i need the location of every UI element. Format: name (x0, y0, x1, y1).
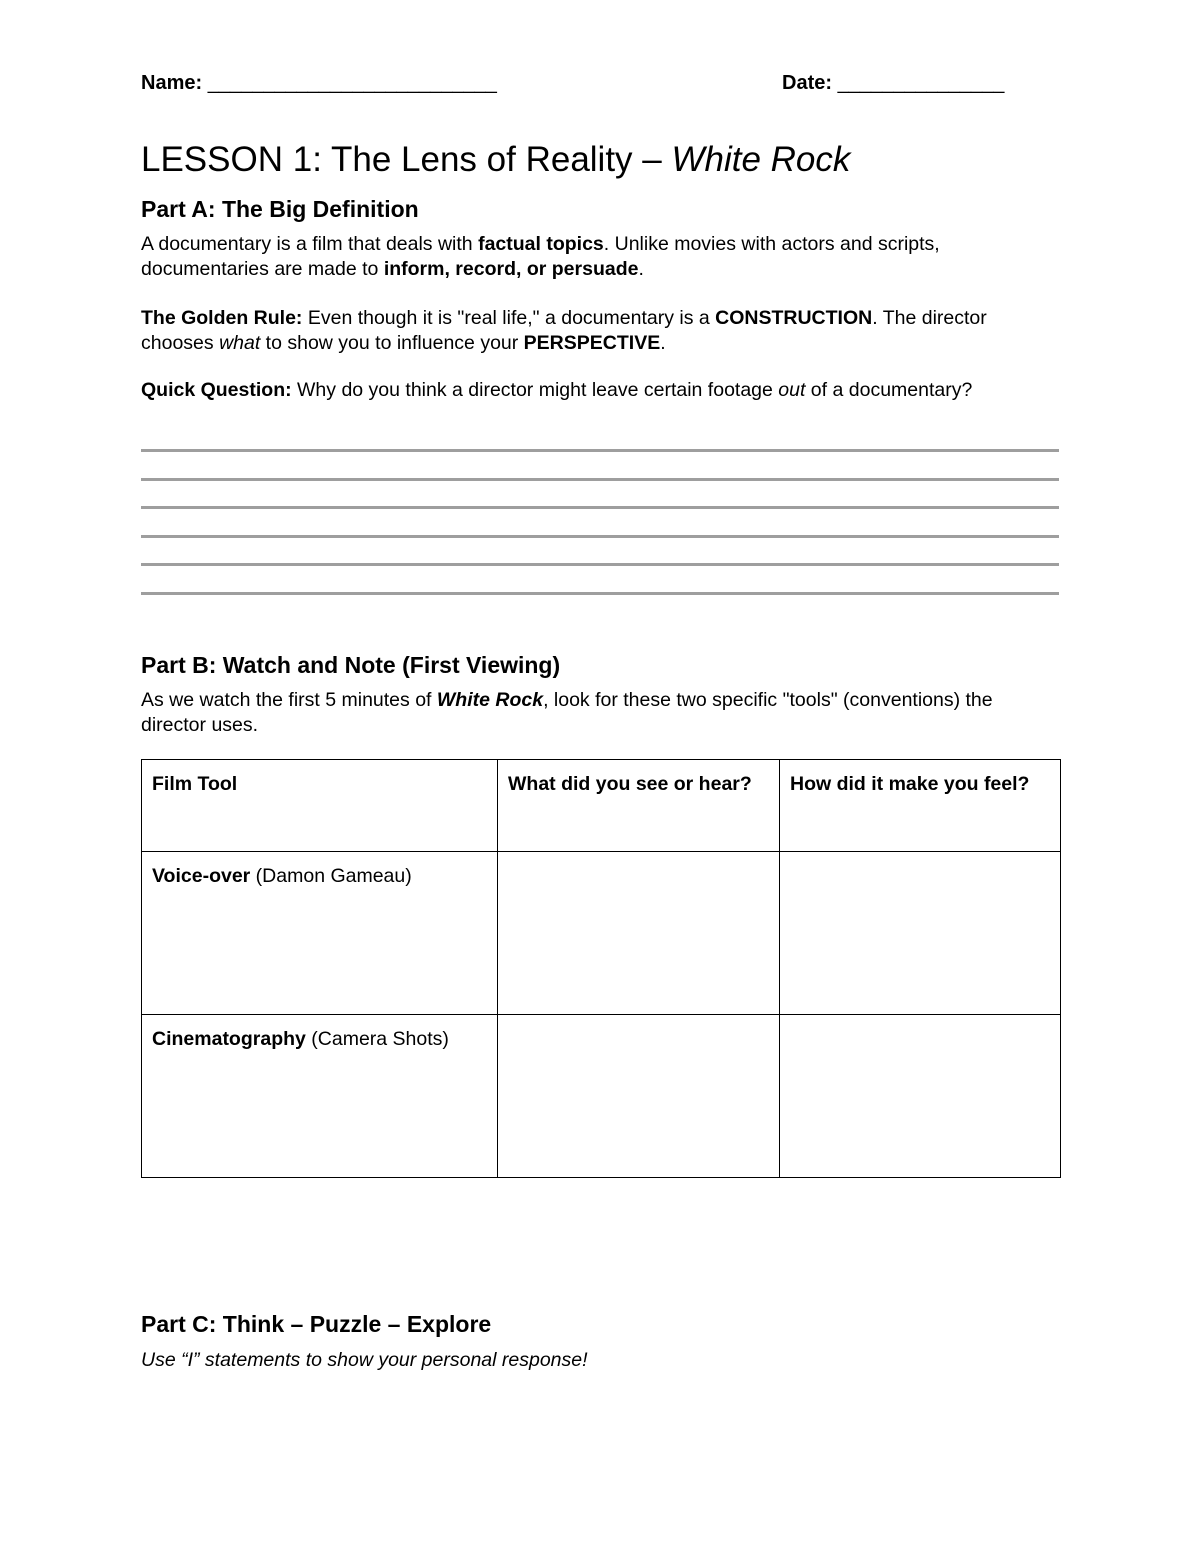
answer-line[interactable] (141, 478, 1059, 481)
part-b-intro-text-2: , look for these two specific "tools" (conventions) the director uses. (141, 689, 993, 736)
answer-cell-felt[interactable] (780, 1015, 1061, 1178)
answer-line[interactable] (141, 592, 1059, 595)
tool-note: (Damon Gameau) (250, 865, 412, 887)
date-label: Date: (782, 72, 833, 94)
answer-cell-seen[interactable] (498, 1015, 780, 1178)
date-blank[interactable]: _______________ (837, 72, 1005, 94)
part-a-heading: Part A: The Big Definition (141, 196, 419, 222)
quick-question-paragraph (141, 378, 1046, 403)
name-field (141, 72, 497, 95)
part-b-intro-text-1: As we watch the first 5 minutes of (141, 689, 437, 711)
definition-text-3: . (638, 257, 644, 280)
tool-name: Cinematography (152, 1028, 306, 1050)
definition-bold-1: factual topics (478, 233, 604, 255)
answer-line[interactable] (141, 563, 1059, 566)
part-b-intro (141, 688, 1046, 737)
title-main: LESSON 1: The Lens of Reality – (141, 140, 672, 179)
title-film: White Rock (671, 140, 851, 179)
answer-line[interactable] (141, 535, 1059, 538)
name-label: Name: (141, 72, 203, 94)
quick-question-text-2: of a documentary? (805, 379, 973, 401)
answer-line[interactable] (141, 506, 1059, 509)
header-seen-or-heard: What did you see or hear? (498, 760, 780, 852)
golden-rule-text-3: to show you to influence your (260, 331, 524, 354)
golden-rule-label: The Golden Rule: (141, 307, 303, 329)
date-field (782, 72, 1004, 95)
definition-text-2: . Unlike movies with actors and scripts, documentaries are made to (141, 233, 940, 280)
definition-paragraph (141, 232, 1046, 281)
quick-question-text-1: Why do you think a director might leave certain footage (291, 379, 779, 401)
table-row (142, 852, 1061, 1015)
part-b-intro-film: White Rock (436, 689, 544, 711)
golden-rule-text-2: . The director chooses (141, 307, 987, 354)
answer-cell-seen[interactable] (498, 852, 780, 1015)
golden-rule-italic: what (219, 331, 261, 354)
tool-note: (Camera Shots) (305, 1028, 449, 1050)
tool-cell-voice-over (142, 852, 498, 1015)
quick-question-label: Quick Question: (141, 379, 292, 401)
answer-line[interactable] (141, 449, 1059, 452)
table-header-row (142, 760, 1061, 852)
quick-question-italic: out (778, 379, 806, 401)
table-row (142, 1015, 1061, 1178)
page-title (141, 140, 850, 180)
film-tools-table (141, 759, 1061, 1178)
part-b-heading: Part B: Watch and Note (First Viewing) (141, 652, 561, 678)
tool-cell-cinematography (142, 1015, 498, 1178)
answer-cell-felt[interactable] (780, 852, 1061, 1015)
part-c-heading: Part C: Think – Puzzle – Explore (141, 1311, 492, 1337)
definition-bold-2: inform, record, or persuade (383, 257, 639, 280)
header-feeling: How did it make you feel? (780, 760, 1061, 852)
part-c-instruction: Use “I” statements to show your personal response! (141, 1349, 588, 1371)
header-film-tool: Film Tool (142, 760, 498, 852)
golden-rule-text-4: . (660, 331, 666, 354)
golden-rule-paragraph (141, 306, 1046, 355)
tool-name: Voice-over (152, 865, 251, 887)
golden-rule-bold-2: PERSPECTIVE (523, 331, 661, 354)
golden-rule-text-1: Even though it is "real life," a documentary is a (302, 307, 716, 329)
definition-text-1: A documentary is a film that deals with (141, 233, 479, 255)
name-blank[interactable]: __________________________ (207, 72, 497, 94)
golden-rule-bold-1: CONSTRUCTION (715, 307, 873, 329)
